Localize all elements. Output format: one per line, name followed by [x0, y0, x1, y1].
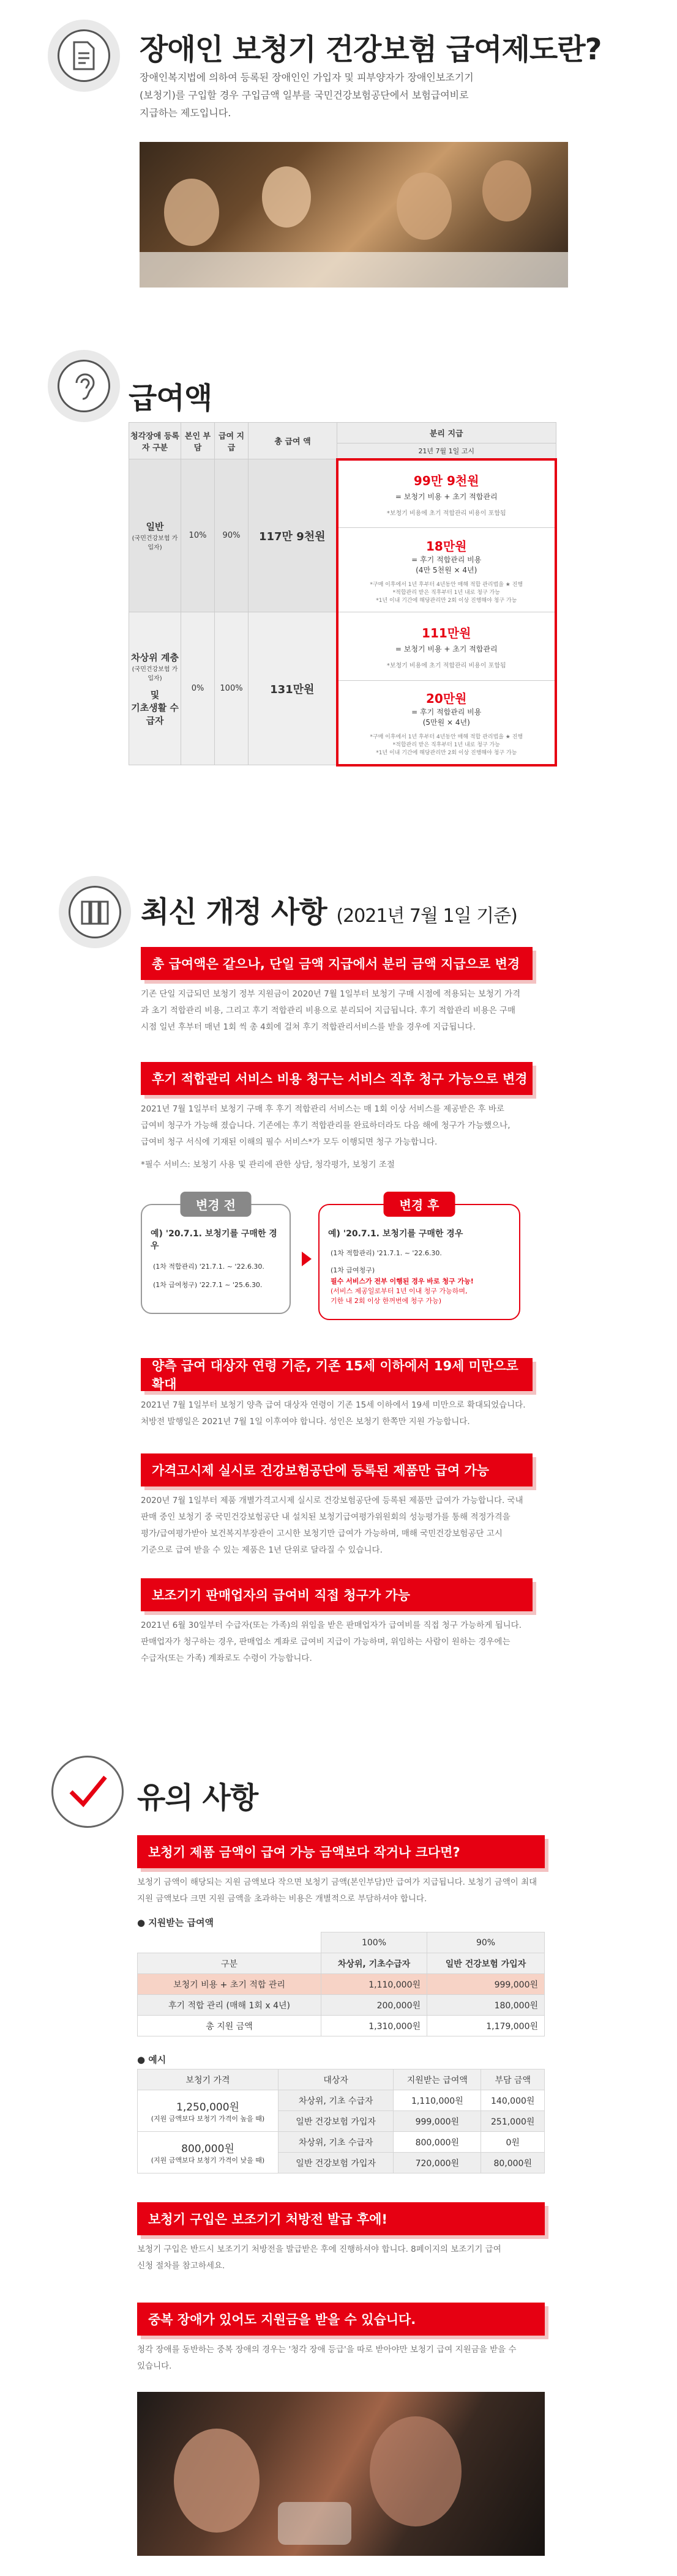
- revision-1-heading: 총 급여액은 같으나, 단일 금액 지급에서 분리 금액 지급으로 변경: [141, 947, 533, 980]
- after-change-box: [318, 1198, 520, 1320]
- table-row: 일반 건강보험 가입자 999,000원 251,000원: [138, 2111, 545, 2132]
- example-table: [137, 2069, 545, 2173]
- before-row2: (1차 급여청구) '22.7.1 ~ '25.6.30.: [153, 1281, 263, 1289]
- notice-2-body: 보청기 구입은 반드시 보조기기 처방전을 발급받은 후에 진행하셔야 합니다. 8페이지의 보조기기 급여 신청 절차를 참고하세요.: [137, 2244, 501, 2271]
- benefit-amount-table: [129, 422, 557, 766]
- family-dinner-photo: [140, 142, 568, 288]
- row-low-income-total: 131만원: [249, 612, 337, 765]
- revision-4-body: 2020년 7월 1일부터 제품 개별가격고시제 실시로 건강보험공단에 등록된 제품만 급여가 가능합니다. 국내 판매 중인 보청기 중 국민건강보험공단 내 설치된 보청기급여평가위원회의 성능평가를 통해 적정가격을 평가/급여평가받아 보건복지부장관이 고시한 보청기만 급여가 가능하며, 매해 국민건강보험공단 고시 기준으로 급여 받을 수 있는 제품은 1년 단위로 달라질 수 있습니다.: [141, 1496, 523, 1555]
- col-general: 일반 건강보험 가입자: [427, 1953, 545, 1974]
- row-general-category: 일반 (국민건강보험 가입자): [129, 459, 181, 612]
- revision-1-body: 기존 단일 지급되던 보청기 정부 지원금이 2020년 7월 1일부터 보청기 구매 시점에 적용되는 보청기 가격 과 초기 적합관리 비용, 그리고 후기 적합관리 비용으로 분리되어 지급됩니다. 후기 적합관리 비용은 구매 시점 일년 후부터 매년 1회 씩 총 4회에 걸쳐 후기 적합관리서비스를 받을 경우에 지급됩니다.: [141, 989, 521, 1032]
- header-split-date: 21년 7월 1일 고시: [337, 444, 556, 459]
- section2-title: 급여액: [129, 381, 212, 415]
- row-general-split-a: 99만 9천원 = 보청기 비용 + 초기 적합관리 *보청기 비용에 초기 적합관리 비용이 포함됨: [337, 459, 556, 528]
- support-amount-table: [137, 1932, 545, 2036]
- table-row: 일반 건강보험 가입자 720,000원 80,000원: [138, 2153, 545, 2173]
- header-benefit: 급여 지급: [215, 423, 249, 459]
- document-icon-circle: [48, 20, 120, 92]
- row-low-income-pay: 0%: [181, 612, 215, 765]
- table-row: 보청기 비용 + 초기 적합 관리 1,110,000원 999,000원: [138, 1974, 545, 1995]
- after-row2a: 필수 서비스가 전부 이행된 경우 바로 청구 가능!: [331, 1277, 474, 1285]
- revision-2-heading: 후기 적합관리 서비스 비용 청구는 서비스 직후 청구 가능으로 변경: [141, 1062, 533, 1095]
- notice-1-heading: 보청기 제품 금액이 급여 가능 금액보다 작거나 크다면?: [137, 1835, 545, 1868]
- row-general-pay: 10%: [181, 459, 215, 612]
- before-row1: (1차 적합관리) '21.7.1. ~ '22.6.30.: [153, 1263, 264, 1271]
- table-row: 800,000원 (지원 금액보다 보청기 가격이 낮을 때) 차상위, 기초 수급자 800,000원 0원: [138, 2132, 545, 2153]
- binders-icon: [69, 886, 121, 938]
- row-low-income-split-a: 111만원 = 보청기 비용 + 초기 적합관리 *보청기 비용에 초기 적합관리 비용이 포함됨: [337, 612, 556, 681]
- checkmark-icon-circle: [51, 1756, 124, 1828]
- col-price: 보청기 가격: [138, 2069, 279, 2090]
- after-row2b: (서비스 제공일로부터 1년 이내 청구 가능하며,: [331, 1287, 468, 1295]
- revision-2-body: 2021년 7월 1일부터 보청기 구매 후 후기 적합관리 서비스는 매 1회 이상 서비스를 제공받은 후 바로 급여비 청구가 가능해 졌습니다. 기존에는 후기 적합관리를 완료하더라도 다음 해에 청구가 가능했으나, 급여비 청구 서식에 기재된 이해의 필수 서비스*가 모두 이행되면 청구 가능합니다. *필수 서비스: 보청기 사용 및 관리에 관한 상담, 청각평가, 보청기 조절: [141, 1104, 511, 1170]
- row-general-total: 117만 9천원: [249, 459, 337, 612]
- table-row: 1,250,000원 (지원 금액보다 보청기 가격이 높을 때) 차상위, 기초 수급자 1,110,000원 140,000원: [138, 2090, 545, 2111]
- revision-5-heading: 보조기기 판매업자의 급여비 직접 청구가 가능: [141, 1578, 533, 1611]
- header-split-pay: 분리 지급: [337, 423, 556, 444]
- after-row1: (1차 적합관리) '21.7.1. ~ '22.6.30.: [331, 1249, 442, 1257]
- col-burden: 부담 금액: [481, 2069, 545, 2090]
- revision-5-body: 2021년 6월 30일부터 수급자(또는 가족)의 위임을 받은 판매업자가 급여비를 직접 청구 가능하게 됩니다. 판매업자가 청구하는 경우, 판매업소 계좌로 급여비 지급이 가능하며, 위임하는 사람이 원하는 경우에는 수급자(또는 가족) 계좌로도 수령이 가능합니다.: [141, 1620, 522, 1663]
- row-low-income-split-b: 20만원 = 후기 적합관리 비용 (5만원 × 4년) *구매 이후에서 1년 후부터 4년동안 매해 적합 관리법을 ★ 진행 *적합관리 받은 직후부터 1년 내로 청구 가능 *1년 이내 기간에 해당관리만 2회 이상 진행해야 청구 가능: [337, 681, 556, 765]
- after-row2: (1차 급여청구): [331, 1266, 375, 1274]
- pct-90: 90%: [427, 1932, 545, 1953]
- revision-3-body: 2021년 7월 1일부터 보청기 양측 급여 대상자 연령이 기존 15세 이하에서 19세 미만으로 확대되었습니다. 처방전 발행일은 2021년 7월 1일 이후여야 합니다. 성인은 보청기 한쪽만 지원 가능합니다.: [141, 1400, 526, 1427]
- before-title: 예) '20.7.1. 보청기를 구매한 경우: [151, 1229, 277, 1251]
- checkmark-icon: [66, 1773, 109, 1810]
- after-row2c: 기한 내 2회 이상 한꺼번에 청구 가능): [331, 1297, 442, 1305]
- header-total: 총 급여 액: [249, 423, 337, 459]
- example-table-label: ● 예시: [137, 2054, 166, 2065]
- after-tag: 변경 후: [384, 1192, 455, 1217]
- col-category: 구분: [138, 1953, 321, 1974]
- people-conversation-photo: [137, 2392, 545, 2556]
- col-low-income: 차상위, 기초수급자: [321, 1953, 427, 1974]
- after-title: 예) '20.7.1. 보청기를 구매한 경우: [328, 1229, 463, 1239]
- ear-icon-circle: [48, 350, 120, 422]
- notice-3-body: 청각 장애를 동반하는 중복 장애의 경우는 '청각 장애 등급'을 따로 받아야만 보청기 급여 지원금을 받을 수 있습니다.: [137, 2345, 517, 2371]
- document-icon: [58, 29, 110, 82]
- row-low-income-category: 차상위 계층 (국민건강보험 가입자) 및 기초생활 수급자: [129, 612, 181, 765]
- notice-3-heading: 중복 장애가 있어도 지원금을 받을 수 있습니다.: [137, 2303, 545, 2336]
- section1-title: 장애인 보청기 건강보험 급여제도란?: [140, 32, 602, 67]
- row-general-split-b: 18만원 = 후기 적합관리 비용 (4만 5천원 × 4년) *구매 이후에서 1년 후부터 4년동안 매해 적합 관리법을 ★ 진행 *적합관리 받은 직후부터 1년 내로 청구 가능 *1년 이내 기간에 해당관리만 2회 이상 진행해야 청구 가능: [337, 528, 556, 612]
- binders-icon-circle: [59, 876, 131, 948]
- table-row: 후기 적합 관리 (매해 1회 x 4년) 200,000원 180,000원: [138, 1995, 545, 2016]
- table-row: 총 지원 금액 1,310,000원 1,179,000원: [138, 2016, 545, 2036]
- revision-3-heading: 양측 급여 대상자 연령 기준, 기존 15세 이하에서 19세 미만으로 확대: [141, 1358, 533, 1391]
- revision-4-heading: 가격고시제 실시로 건강보험공단에 등록된 제품만 급여 가능: [141, 1453, 533, 1487]
- header-self-pay: 본인 부담: [181, 423, 215, 459]
- section3-title: 최신 개정 사항 (2021년 7월 1일 기준): [141, 895, 517, 929]
- ear-icon: [58, 360, 110, 412]
- before-tag: 변경 전: [180, 1192, 252, 1217]
- before-change-box: [141, 1198, 291, 1314]
- pct-100: 100%: [321, 1932, 427, 1953]
- section4-title: 유의 사항: [137, 1781, 258, 1815]
- col-target: 대상자: [279, 2069, 394, 2090]
- notice-2-heading: 보청기 구입은 보조기기 처방전 발급 후에!: [137, 2202, 545, 2235]
- row-general-benefit: 90%: [215, 459, 249, 612]
- support-table-label: ● 지원받는 급여액: [137, 1917, 214, 1928]
- header-category: 청각장애 등록자 구분: [129, 423, 181, 459]
- row-low-income-benefit: 100%: [215, 612, 249, 765]
- notice-1-body: 보청기 금액이 해당되는 지원 금액보다 작으면 보청기 금액(본인부담)만 급여가 지급됩니다. 보청기 금액이 최대 지원 금액보다 크면 지원 금액을 초과하는 비용은 개별적으로 부담하셔야 합니다.: [137, 1877, 537, 1904]
- col-support: 지원받는 급여액: [394, 2069, 481, 2090]
- section1-description: 장애인복지법에 의하여 등록된 장애인인 가입자 및 피부양자가 장애인보조기기 (보청기)를 구입할 경우 구입금액 일부를 국민건강보험공단에서 보험급여비로 지급하는 제도입니다.: [140, 72, 474, 119]
- arrow-right-icon: [302, 1252, 312, 1266]
